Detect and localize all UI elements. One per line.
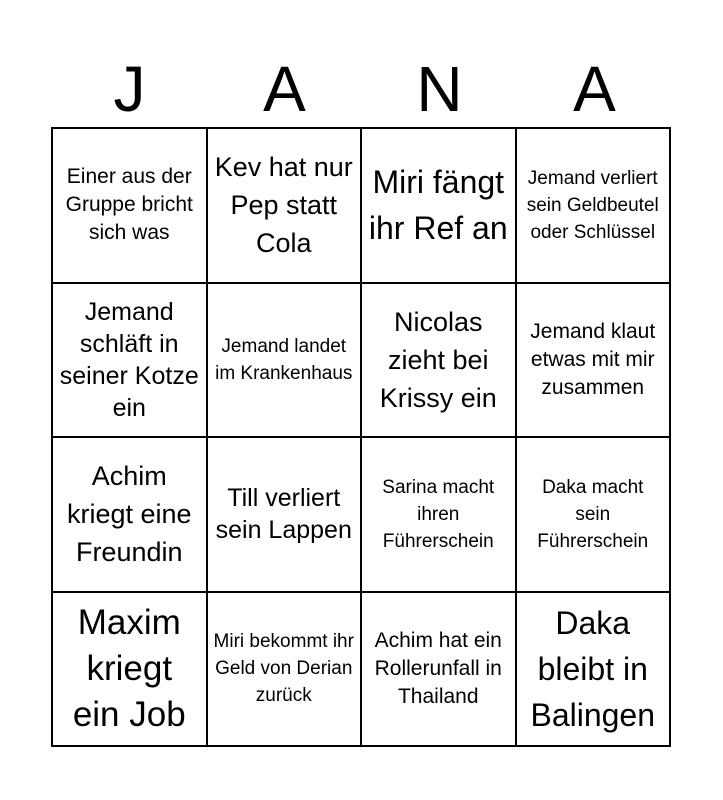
bingo-cell-r4c4[interactable] [517,593,672,748]
cell-text: Miri fängt ihr Ref an [368,164,508,247]
header-letter-1: J [113,53,146,125]
cell-text: Achim hat ein Rollerunfall in Thailand [374,628,502,708]
cell-text: Jemand landet im Krankenhaus [215,335,353,384]
bingo-cell-r4c2[interactable] [208,593,363,748]
cell-text: Till verliert sein Lappen [215,484,352,545]
bingo-cell-r1c3[interactable] [362,129,517,284]
bingo-board [51,127,671,747]
bingo-cell-r1c2[interactable] [208,129,363,284]
cell-text: Daka bleibt in Balingen [530,604,656,733]
bingo-header [52,52,672,126]
cell-text: Miri bekommt ihr Geld von Derian zurück [213,631,354,707]
bingo-cell-r2c3[interactable] [362,284,517,439]
cell-text: Maxim kriegt ein Job [72,602,186,734]
bingo-cell-r1c4[interactable] [517,129,672,284]
cell-text: Sarina macht ihren Führerschein [382,476,495,552]
bingo-cell-r3c1[interactable] [53,438,208,593]
bingo-cell-r2c1[interactable] [53,284,208,439]
header-letter-4: A [573,53,616,125]
bingo-cell-r3c4[interactable] [517,438,672,593]
bingo-cell-r4c3[interactable] [362,593,517,748]
cell-text: Jemand schläft in seiner Kotze ein [59,297,199,422]
bingo-cell-r2c4[interactable] [517,284,672,439]
bingo-cell-r2c2[interactable] [208,284,363,439]
cell-text: Jemand verliert sein Geldbeutel oder Schlüssel [526,167,659,243]
header-letter-3: N [416,53,463,125]
cell-text: Jemand klaut etwas mit mir zusammen [530,319,656,399]
bingo-cell-r4c1[interactable] [53,593,208,748]
bingo-cell-r1c1[interactable] [53,129,208,284]
bingo-cell-r3c3[interactable] [362,438,517,593]
cell-text: Einer aus der Gruppe bricht sich was [65,165,193,245]
header-letter-2: A [263,53,306,125]
cell-text: Nicolas zieht bei Krissy ein [379,306,497,413]
cell-text: Kev hat nur Pep statt Cola [214,152,353,259]
cell-text: Achim kriegt eine Freundin [66,461,192,568]
bingo-cell-r3c2[interactable] [208,438,363,593]
cell-text: Daka macht sein Führerschein [537,476,649,552]
